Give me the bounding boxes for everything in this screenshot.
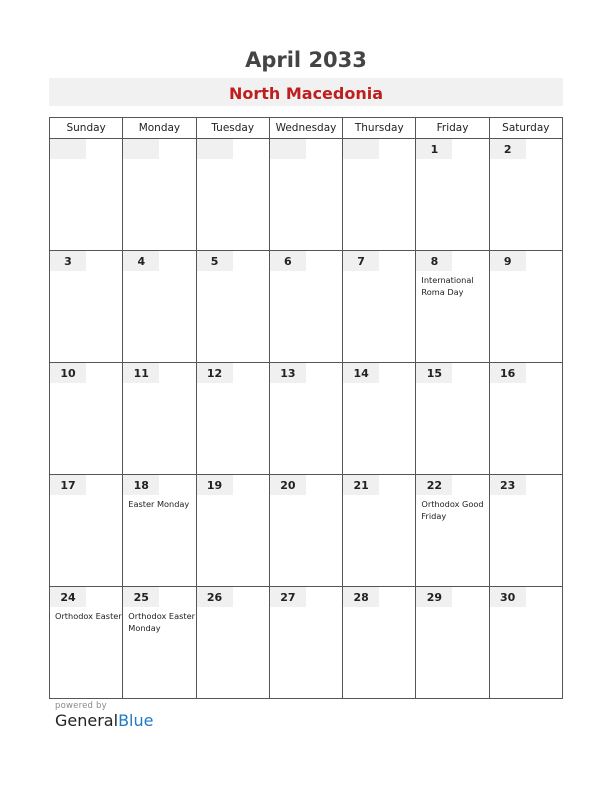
date-number: 26	[197, 587, 233, 607]
day-cell	[196, 139, 269, 251]
day-cell	[343, 475, 416, 587]
month-title: April 2033	[245, 48, 367, 72]
day-cell	[269, 475, 342, 587]
day-cell	[489, 587, 562, 699]
empty-date-badge	[50, 139, 86, 159]
date-number: 14	[343, 363, 379, 383]
date-number: 11	[123, 363, 159, 383]
date-number: 18	[123, 475, 159, 495]
date-number: 8	[416, 251, 452, 271]
date-number: 27	[270, 587, 306, 607]
day-cell	[269, 587, 342, 699]
date-number: 3	[50, 251, 86, 271]
day-cell	[269, 363, 342, 475]
weekday-tuesday: Tuesday	[196, 118, 269, 139]
day-cell	[196, 251, 269, 363]
day-cell	[50, 587, 123, 699]
day-cell	[50, 475, 123, 587]
holiday-label: Easter Monday	[128, 499, 190, 509]
date-number: 9	[490, 251, 526, 271]
day-cell	[343, 363, 416, 475]
weekday-wednesday: Wednesday	[269, 118, 342, 139]
weekday-header-row	[50, 118, 563, 139]
date-number: 30	[490, 587, 526, 607]
footer	[55, 701, 153, 730]
week-row	[50, 139, 563, 251]
date-number: 28	[343, 587, 379, 607]
day-cell	[50, 251, 123, 363]
generalblue-logo[interactable]	[55, 711, 153, 730]
holiday-label: Orthodox Easter	[55, 611, 122, 621]
day-cell	[343, 139, 416, 251]
empty-date-badge	[123, 139, 159, 159]
day-cell	[123, 139, 196, 251]
week-row	[50, 587, 563, 699]
day-cell	[196, 475, 269, 587]
week-row	[50, 363, 563, 475]
empty-date-badge	[270, 139, 306, 159]
date-number: 23	[490, 475, 526, 495]
day-cell	[343, 251, 416, 363]
date-number: 25	[123, 587, 159, 607]
day-cell	[416, 251, 489, 363]
brand-general: General	[55, 711, 119, 730]
date-number: 21	[343, 475, 379, 495]
day-cell	[50, 139, 123, 251]
day-cell	[123, 363, 196, 475]
day-cell	[269, 139, 342, 251]
calendar-body	[50, 139, 563, 699]
date-number: 24	[50, 587, 86, 607]
day-cell	[416, 363, 489, 475]
day-cell	[123, 587, 196, 699]
holiday-label: Orthodox Easter Monday	[128, 611, 195, 633]
day-cell	[123, 251, 196, 363]
day-cell	[123, 475, 196, 587]
date-number: 6	[270, 251, 306, 271]
day-cell	[416, 139, 489, 251]
powered-by-text: powered by	[55, 701, 107, 711]
date-number: 22	[416, 475, 452, 495]
day-cell	[196, 363, 269, 475]
date-number: 20	[270, 475, 306, 495]
weekday-sunday: Sunday	[50, 118, 123, 139]
date-number: 10	[50, 363, 86, 383]
date-number: 15	[416, 363, 452, 383]
holiday-label: Orthodox Good Friday	[421, 499, 484, 521]
country-name: North Macedonia	[228, 84, 384, 103]
date-number: 7	[343, 251, 379, 271]
week-row	[50, 251, 563, 363]
day-cell	[489, 139, 562, 251]
brand-blue: Blue	[118, 711, 154, 730]
empty-date-badge	[197, 139, 233, 159]
date-number: 5	[197, 251, 233, 271]
day-cell	[50, 363, 123, 475]
day-cell	[489, 251, 562, 363]
week-row	[50, 475, 563, 587]
weekday-thursday: Thursday	[343, 118, 416, 139]
date-number: 16	[490, 363, 526, 383]
date-number: 29	[416, 587, 452, 607]
day-cell	[416, 587, 489, 699]
date-number: 17	[50, 475, 86, 495]
day-cell	[416, 475, 489, 587]
country-banner	[49, 78, 563, 106]
date-number: 13	[270, 363, 306, 383]
date-number: 2	[490, 139, 526, 159]
calendar-grid	[49, 117, 563, 699]
weekday-saturday: Saturday	[489, 118, 562, 139]
weekday-monday: Monday	[123, 118, 196, 139]
date-number: 1	[416, 139, 452, 159]
date-number: 19	[197, 475, 233, 495]
day-cell	[269, 251, 342, 363]
day-cell	[343, 587, 416, 699]
weekday-friday: Friday	[416, 118, 489, 139]
day-cell	[489, 475, 562, 587]
day-cell	[489, 363, 562, 475]
date-number: 12	[197, 363, 233, 383]
day-cell	[196, 587, 269, 699]
empty-date-badge	[343, 139, 379, 159]
date-number: 4	[123, 251, 159, 271]
holiday-label: International Roma Day	[421, 275, 474, 297]
